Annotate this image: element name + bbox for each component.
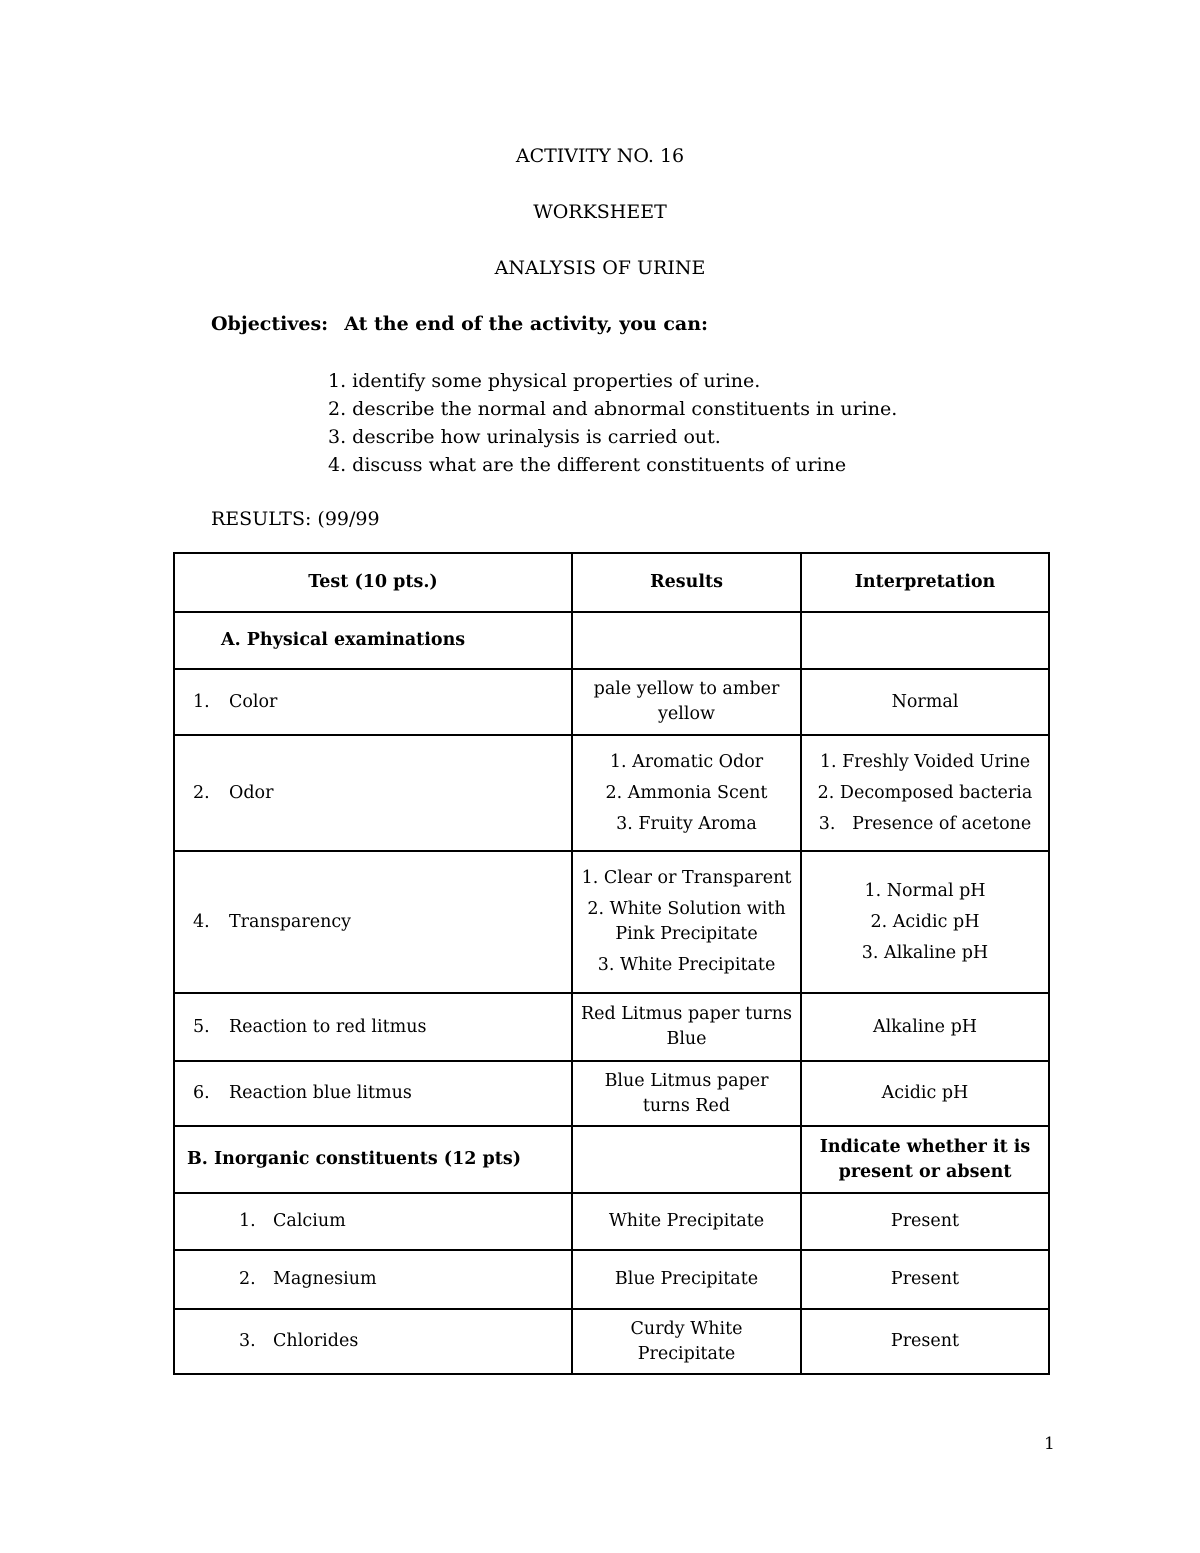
table-header-row: [174, 553, 1049, 612]
result-cell: Blue Precipitate: [572, 1250, 801, 1309]
row-number: 2.: [239, 1269, 256, 1289]
test-name: Reaction blue litmus: [229, 1083, 412, 1103]
table-row: [174, 1309, 1049, 1374]
interpretation-line: 2. Acidic pH: [870, 911, 980, 932]
results-label: RESULTS: (99/99: [211, 508, 380, 530]
interpretation-cell: Present: [801, 1193, 1049, 1250]
interpretation-line: 3. Presence of acetone: [818, 813, 1032, 834]
section-a-title: A. Physical examinations: [174, 612, 572, 669]
result-cell: pale yellow to amber yellow: [572, 669, 801, 735]
table-row: [174, 1250, 1049, 1309]
row-number: 2.: [193, 782, 210, 803]
results-table: [173, 552, 1050, 1375]
header-results: Results: [572, 553, 801, 612]
objective-item: 4. discuss what are the different constituents of urine: [328, 454, 847, 476]
document-title: ANALYSIS OF URINE: [494, 257, 706, 279]
result-line: 2. White Solution with Pink Precipitate: [587, 899, 786, 944]
interpretation-cell: [801, 851, 1049, 993]
interpretation-line: 2. Decomposed bacteria: [817, 782, 1033, 803]
header-test: Test (10 pts.): [174, 553, 572, 612]
objectives-list: [328, 367, 897, 479]
interpretation-line: 1. Normal pH: [864, 880, 986, 901]
interpretation-cell: Acidic pH: [801, 1061, 1049, 1126]
table-row: [174, 851, 1049, 993]
test-name: Transparency: [229, 911, 352, 932]
result-cell: Red Litmus paper turns Blue: [572, 993, 801, 1061]
section-b-row: [174, 1126, 1049, 1193]
section-a-row: [174, 612, 1049, 669]
test-name: Calcium: [273, 1211, 346, 1231]
interpretation-cell: [801, 735, 1049, 851]
row-number: 3.: [239, 1331, 256, 1351]
table-row: [174, 669, 1049, 735]
result-line: 3. White Precipitate: [597, 955, 776, 975]
section-b-title: B. Inorganic constituents (12 pts): [174, 1126, 572, 1193]
result-cell: [572, 735, 801, 851]
row-number: 6.: [193, 1083, 210, 1103]
test-name: Chlorides: [273, 1331, 359, 1351]
table-row: [174, 1061, 1049, 1126]
test-name: Color: [229, 691, 278, 712]
result-cell: Blue Litmus paper turns Red: [572, 1061, 801, 1126]
interpretation-cell: Alkaline pH: [801, 993, 1049, 1061]
objectives-heading: [211, 313, 708, 335]
table-row: [174, 735, 1049, 851]
interpretation-line: 1. Freshly Voided Urine: [819, 751, 1031, 772]
result-cell: [572, 851, 801, 993]
interpretation-cell: Present: [801, 1309, 1049, 1374]
interpretation-line: 3. Alkaline pH: [861, 942, 989, 963]
row-number: 5.: [193, 1016, 210, 1037]
row-number: 1.: [193, 691, 210, 712]
interpretation-cell: Normal: [801, 669, 1049, 735]
table-row: [174, 993, 1049, 1061]
result-line: 2. Ammonia Scent: [605, 782, 768, 803]
objectives-intro: At the end of the activity, you can:: [344, 313, 709, 335]
objectives-label: Objectives:: [211, 313, 329, 335]
objective-item: 1. identify some physical properties of urine.: [328, 370, 761, 392]
interpretation-cell: Present: [801, 1250, 1049, 1309]
page-number: 1: [1044, 1434, 1055, 1454]
table-row: [174, 1193, 1049, 1250]
activity-heading: ACTIVITY NO. 16: [515, 145, 685, 167]
result-line: 1. Clear or Transparent: [581, 868, 792, 888]
header-interpretation: Interpretation: [801, 553, 1049, 612]
row-number: 4.: [193, 911, 210, 932]
test-name: Reaction to red litmus: [229, 1016, 427, 1037]
row-number: 1.: [239, 1211, 256, 1231]
worksheet-heading: WORKSHEET: [533, 201, 667, 223]
objective-item: 2. describe the normal and abnormal constituents in urine.: [328, 398, 898, 420]
result-cell: Curdy White Precipitate: [572, 1309, 801, 1374]
objective-item: 3. describe how urinalysis is carried out.: [328, 426, 721, 448]
result-cell: White Precipitate: [572, 1193, 801, 1250]
result-line: 3. Fruity Aroma: [616, 813, 757, 834]
result-line: 1. Aromatic Odor: [609, 751, 764, 772]
section-b-instruction: Indicate whether it is present or absent: [801, 1126, 1049, 1193]
test-name: Odor: [229, 782, 274, 803]
test-name: Magnesium: [273, 1269, 377, 1289]
